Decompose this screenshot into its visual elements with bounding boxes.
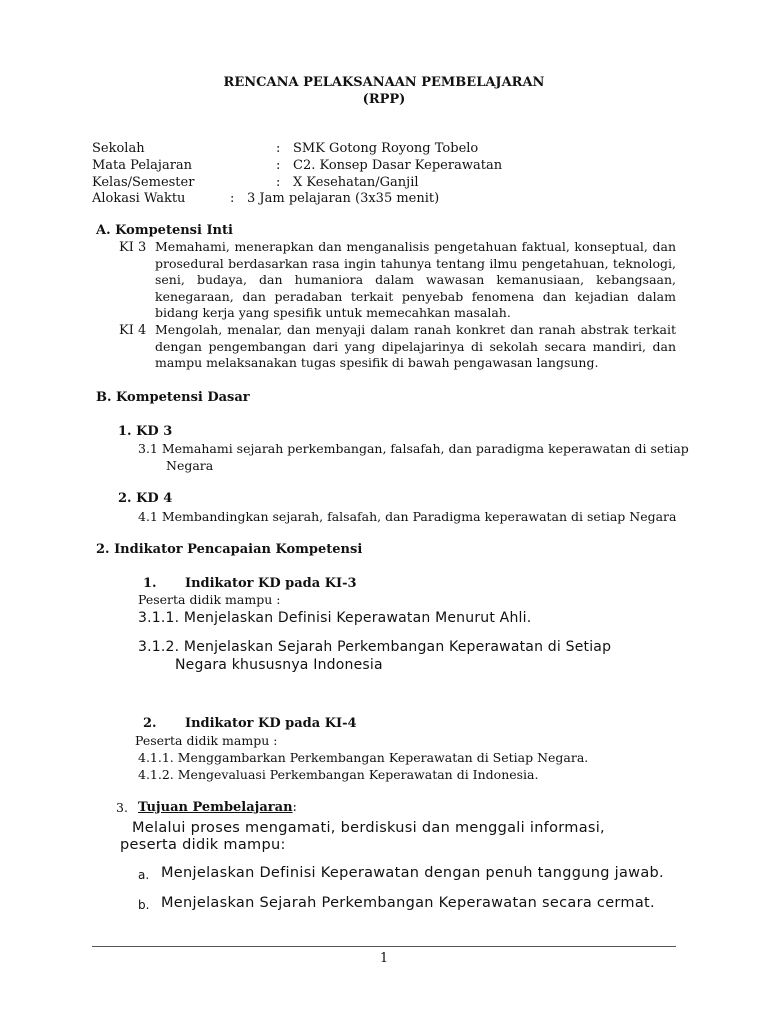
indikator-ki3-intro: Peserta didik mampu : [138,592,281,607]
kd4-heading: 2. KD 4 [118,491,173,506]
indikator-ki4-item: 4.1.2. Mengevaluasi Perkembangan Keperawatan di Indonesia. [138,767,539,782]
tujuan-intro: Melalui proses mengamati, berdiskusi dan menggali informasi, [132,820,605,836]
kd3-item: 3.1 Memahami sejarah perkembangan, falsafah, dan paradigma keperawatan di setiap [138,441,689,456]
identity-label: Sekolah [92,141,145,156]
document-title: RENCANA PELAKSANAAN PEMBELAJARAN [223,75,545,90]
indikator-ki4-item: 4.1.1. Menggambarkan Perkembangan Keperawatan di Setiap Negara. [138,750,589,765]
indikator-ki4-number: 2. [143,716,157,731]
ki4-code: KI 4 [119,323,147,338]
identity-separator: : [276,158,281,173]
tujuan-item: Menjelaskan Sejarah Perkembangan Keperawatan secara cermat. [161,895,655,911]
identity-separator: : [230,191,235,206]
kd3-heading: 1. KD 3 [118,424,173,439]
kd3-item-continued: Negara [166,458,214,473]
kd4-item: 4.1 Membandingkan sejarah, falsafah, dan Paradigma keperawatan di setiap Negara [138,509,677,524]
tujuan-number: 3. [116,800,128,815]
identity-value: C2. Konsep Dasar Keperawatan [293,158,503,173]
tujuan-intro-continued: peserta didik mampu: [120,837,286,853]
ki4-text: Mengolah, menalar, dan menyaji dalam ranah konkret dan ranah abstrak terkait dengan pengembangan dari yang dipelajarinya di sekolah secara mandiri, dan mampu melaksanakan tugas spesifik di bawah pengawasan langsung. [155,322,676,370]
indikator-ki4-intro: Peserta didik mampu : [135,733,278,748]
identity-value: SMK Gotong Royong Tobelo [293,141,479,156]
tujuan-item-letter: a. [138,868,150,882]
indikator-ki3-item-continued: Negara khususnya Indonesia [175,657,383,673]
tujuan-heading-line [138,799,297,816]
identity-separator: : [276,175,281,190]
tujuan-colon: : [292,800,297,815]
section-a-heading: A. Kompetensi Inti [96,223,233,238]
footer-divider [92,946,676,947]
ki3-code: KI 3 [119,240,147,255]
indikator-ki3-item: 3.1.2. Menjelaskan Sejarah Perkembangan Keperawatan di Setiap [138,639,612,655]
identity-label: Kelas/Semester [92,175,195,190]
page-number: 1 [379,951,389,966]
indikator-heading: 2. Indikator Pencapaian Kompetensi [96,542,363,557]
identity-label: Mata Pelajaran [92,158,193,173]
indikator-ki4-heading: Indikator KD pada KI-4 [185,716,357,731]
identity-label: Alokasi Waktu [92,191,186,206]
tujuan-heading: Tujuan Pembelajaran [138,800,293,815]
indikator-ki3-number: 1. [143,576,157,591]
identity-separator: : [276,141,281,156]
identity-value: X Kesehatan/Ganjil [293,175,419,190]
indikator-ki3-item: 3.1.1. Menjelaskan Definisi Keperawatan Menurut Ahli. [138,610,532,626]
section-b-heading: B. Kompetensi Dasar [96,390,250,405]
indikator-ki3-heading: Indikator KD pada KI-3 [185,576,357,591]
ki3-text: Memahami, menerapkan dan menganalisis pengetahuan faktual, konseptual, dan prosedural berdasarkan rasa ingin tahunya tentang ilmu pengetahuan, teknologi, seni, budaya, dan humaniora dalam wawasan kemanusiaan, kebangsaan, kenegaraan, dan peradaban terkait penyebab fenomena dan kejadian dalam bidang kerja yang spesifik untuk memecahkan masalah. [155,239,676,320]
tujuan-item-letter: b. [138,898,150,912]
identity-value: 3 Jam pelajaran (3x35 menit) [247,191,440,206]
document-subtitle: (RPP) [362,92,406,107]
tujuan-item: Menjelaskan Definisi Keperawatan dengan penuh tanggung jawab. [161,865,664,881]
